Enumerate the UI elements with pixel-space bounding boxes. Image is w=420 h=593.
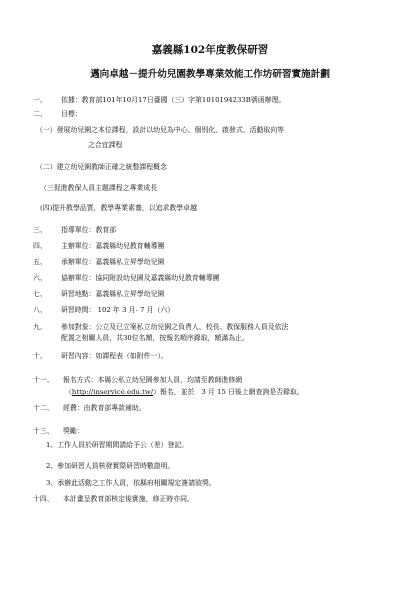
- section-12: [33, 404, 146, 413]
- section-6-number: 六、: [33, 274, 47, 282]
- goal-3: （三促進教保人員主題課程之專業成長: [40, 184, 158, 192]
- section-9: [33, 323, 288, 332]
- section-14: [33, 495, 194, 504]
- section-3: [33, 226, 116, 235]
- section-9-continuation: 配置之相關人員，共30位名額，按報名順序錄取，額滿為止。: [61, 334, 249, 342]
- section-7: [33, 290, 164, 299]
- section-8-text: 研習時間： 102 年 3 月- 7 月（六）: [61, 306, 175, 314]
- section-1-text: 依據：教育部101年10月17日臺國（三）字第1010194233B號函辦理。: [61, 96, 286, 104]
- section-10: [33, 352, 168, 361]
- section-11: [33, 376, 242, 385]
- section-2-text: 目標：: [61, 110, 82, 118]
- section-2: [33, 110, 82, 119]
- section-11-number: 十一、: [33, 376, 54, 384]
- goal-4: (四)提升教學品質，教學專業素養，以追求教學卓越: [40, 204, 197, 212]
- reward-3: 3、承辦此活動之工作人員，依縣府相關規定簽請敘獎。: [46, 479, 216, 487]
- section-11-paren-open: （: [65, 388, 72, 396]
- section-1: [33, 96, 285, 105]
- section-13: [33, 427, 84, 436]
- section-1-number: 一、: [33, 96, 47, 104]
- section-10-text: 研習內容：如課程表（如附件一）。: [61, 352, 168, 360]
- section-8-number: 八、: [33, 306, 47, 314]
- reward-2: 2、參加研習人員核發實際研習時數證明。: [46, 462, 175, 470]
- section-14-number: 十四、: [33, 495, 54, 503]
- section-4: [33, 242, 164, 251]
- section-2-number: 二、: [33, 110, 47, 118]
- document-subtitle: 邁向卓越－提升幼兒園教學專業效能工作坊研習實施計劃: [90, 69, 330, 80]
- section-11-continuation-text: ）報名，並於 3 月 15 日後上網查詢是否錄取。: [153, 388, 304, 396]
- section-4-number: 四、: [33, 242, 47, 250]
- reward-1: 1、工作人員於研習期間請給予公（差）登記。: [46, 441, 189, 449]
- section-14-text: 本計畫呈教育部核定後實施，修正時亦同。: [63, 495, 194, 503]
- section-13-text: 獎勵：: [63, 427, 84, 435]
- section-5: [33, 258, 164, 267]
- goal-1-line-1: （一）發展幼兒園之本位課程，設計以幼兒為中心、個別化、啟發式、活動取向等: [36, 126, 285, 134]
- section-11-text: 報名方式：本縣公私立幼兒園參加人員，均請至教師進修網: [63, 376, 243, 384]
- section-4-text: 主辦單位：嘉義縣幼兒教育輔導團: [61, 242, 165, 250]
- section-11-continuation: [65, 388, 304, 397]
- inservice-link[interactable]: http://inservice.edu.tw/: [71, 388, 154, 396]
- section-3-number: 三、: [33, 226, 47, 234]
- section-12-number: 十二、: [33, 404, 54, 412]
- section-10-number: 十、: [33, 352, 47, 360]
- section-6: [33, 274, 219, 283]
- section-6-text: 協辦單位：協同附設幼兒園及嘉義縣幼兒教育輔導團: [61, 274, 220, 282]
- section-8: [33, 306, 174, 315]
- section-12-text: 經費：由教育部專款補助。: [63, 404, 146, 412]
- goal-1-line-2: 之合宜課程: [88, 141, 123, 149]
- document-title: 嘉義縣102年度教保研習: [151, 44, 269, 56]
- section-5-text: 承辦單位：嘉義縣私立昇學幼兒園: [61, 258, 165, 266]
- section-5-number: 五、: [33, 258, 47, 266]
- section-7-text: 研習地點：嘉義縣私立昇學幼兒園: [61, 290, 165, 298]
- section-13-number: 十三、: [33, 427, 54, 435]
- goal-2: （二）建立幼兒園教師正確之統整課程概念: [36, 163, 167, 171]
- section-9-number: 九、: [33, 323, 47, 331]
- section-7-number: 七、: [33, 290, 47, 298]
- section-9-text: 參加對象：公立及已立案私立幼兒園之負責人、校長、教保服務人員及依法: [61, 323, 289, 331]
- section-3-text: 指導單位：教育部: [61, 226, 117, 234]
